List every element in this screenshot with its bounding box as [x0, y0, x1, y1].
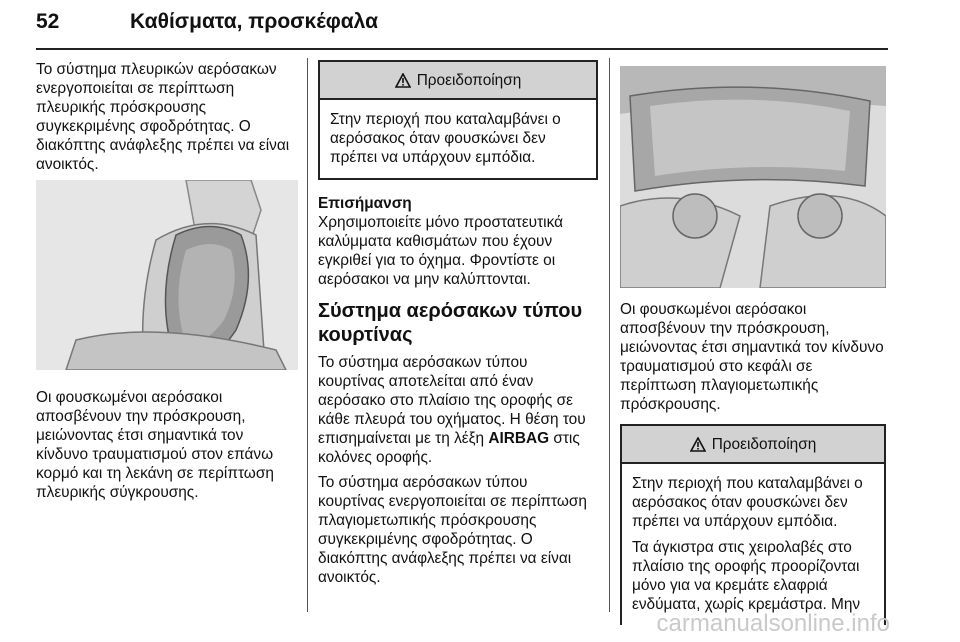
- column-2: [318, 60, 598, 593]
- warning-box: [318, 60, 598, 180]
- header-rule: [36, 48, 888, 50]
- warning-title: Προειδοποίηση: [416, 71, 522, 89]
- side-airbag-caption: Οι φουσκωμένοι αερόσακοι αποσβένουν την πρόσκρουση, μειώνοντας έτσι σημαντικά τον κίνδυνο τραυματισμού στον επάνω κορμό και τη λεκάνη σε περίπτωση πλευρικής σύγκρουσης.: [36, 389, 274, 501]
- column-1: [36, 60, 298, 508]
- warning-triangle-icon: [690, 437, 706, 452]
- warning-header-2: [622, 426, 884, 464]
- page-number: 52: [36, 10, 60, 33]
- note-text: Χρησιμοποιείτε μόνο προστατευτικά καλύμματα καθισμάτων που έχουν εγκριθεί για το όχημα. Φροντίστε οι αερόσακοι να μην καλύπτονται.: [318, 214, 563, 288]
- side-airbag-intro: Το σύστημα πλευρικών αερόσακων ενεργοποιείται σε περίπτωση πλευρικής πρόσκρουσης συγκεκριμένης σφοδρότητας. Ο διακόπτης ανάφλεξης πρέπει να είναι ανοικτός.: [36, 61, 290, 173]
- watermark: carmanualsonline.info: [656, 610, 890, 637]
- note-title: Επισήμανση: [318, 195, 412, 212]
- curtain-airbag-para2: Το σύστημα αερόσακων τύπου κουρτίνας ενεργοποιείται σε περίπτωση πλαγιομετωπικής πρόσκρουσης συγκεκριμένης σφοδρότητας. Ο διακόπτης ανάφλεξης πρέπει να είναι ανοικτός.: [318, 474, 587, 586]
- warning-header: [320, 62, 596, 100]
- column-3: [620, 60, 886, 625]
- page-header: [36, 6, 888, 46]
- page-title: Καθίσματα, προσκέφαλα: [130, 10, 378, 33]
- warning-title-2: Προειδοποίηση: [711, 435, 817, 453]
- column-divider-left: [307, 58, 308, 612]
- curtain-airbag-caption: Οι φουσκωμένοι αερόσακοι αποσβένουν την πρόσκρουση, μειώνοντας έτσι σημαντικά τον κίνδυνο τραυματισμού στο κεφάλι σε περίπτωση πλαγιομετωπικής πρόσκρουσης.: [620, 301, 884, 413]
- airbag-keyword: AIRBAG: [488, 430, 550, 447]
- para1-text: Το σύστημα αερόσακων τύπου κουρτίνας αποτελείται από έναν αερόσακο στο πλαίσιο της οροφής σε κάθε πλευρά του οχήματος. Η θέση του επισημαίνεται με τη λέξη: [318, 354, 586, 447]
- curtain-airbag-illustration: [620, 66, 886, 288]
- para1-text-end: στις κολόνες οροφής.: [318, 430, 580, 466]
- warning-text-2b: Τα άγκιστρα στις χειρολαβές στο πλαίσιο της οροφής προορίζονται μόνο για να κρεμάτε ελαφριά ενδύματα, χωρίς κρεμάστρα. Μην: [632, 539, 861, 613]
- warning-box-2: [620, 424, 886, 625]
- warning-text-2a: Στην περιοχή που καταλαμβάνει ο αερόσακος όταν φουσκώνει δεν πρέπει να υπάρχουν εμπόδια.: [632, 475, 863, 530]
- warning-triangle-icon: [395, 73, 411, 88]
- side-airbag-illustration: [36, 180, 298, 370]
- column-divider-right: [609, 58, 610, 612]
- curtain-airbag-para1: [318, 353, 598, 467]
- section-title: Σύστημα αερόσακων τύπου κουρτίνας: [318, 300, 583, 346]
- warning-text: Στην περιοχή που καταλαμβάνει ο αερόσακος όταν φουσκώνει δεν πρέπει να υπάρχουν εμπόδια.: [330, 111, 561, 166]
